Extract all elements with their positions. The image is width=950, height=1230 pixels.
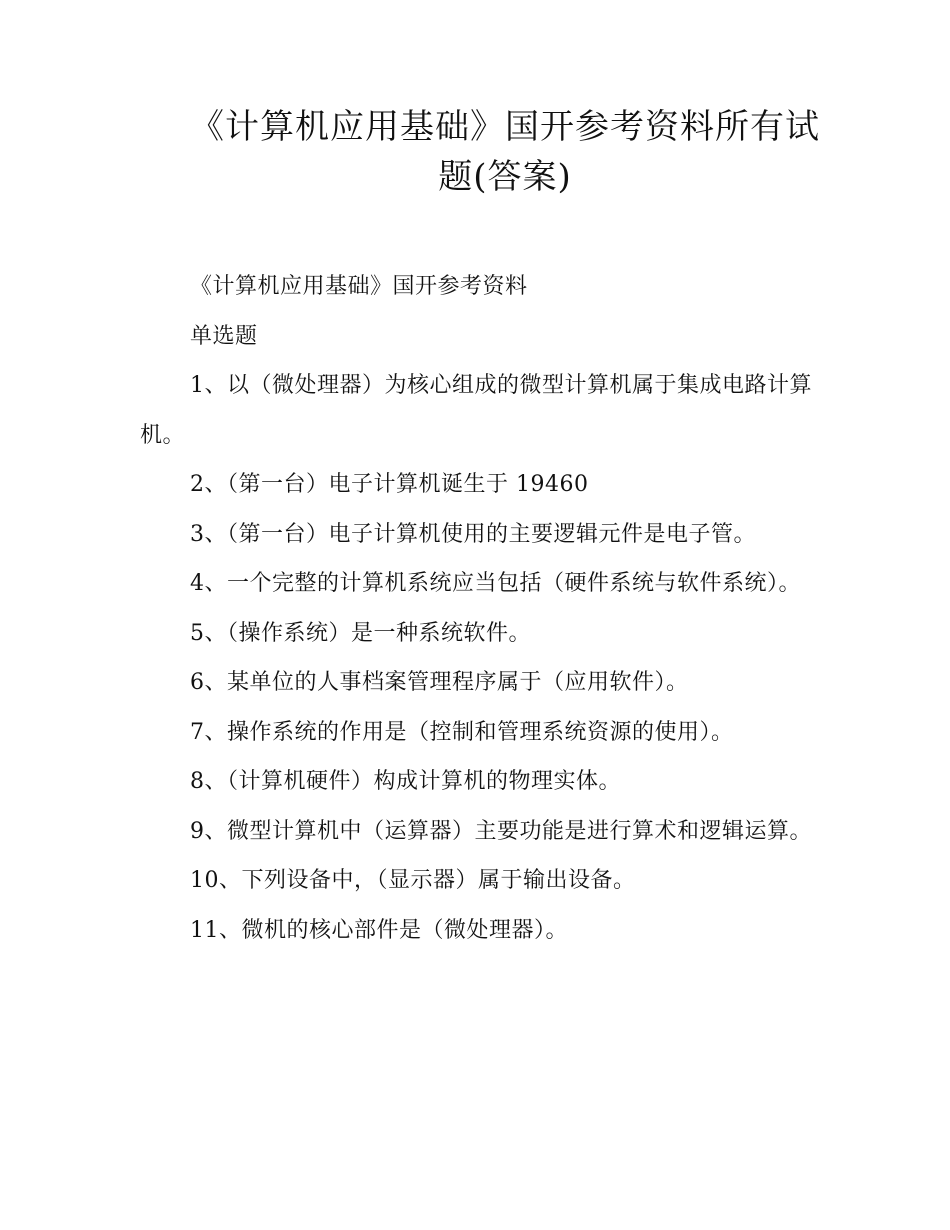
question-item: 11、微机的核心部件是（微处理器）。 (190, 917, 568, 943)
section-heading: 《计算机应用基础》国开参考资料 (190, 274, 528, 299)
question-item: 1、以（微处理器）为核心组成的微型计算机属于集成电路计算机。 (140, 373, 812, 448)
question-item: 3、（第一台）电子计算机使用的主要逻辑元件是电子管。 (190, 521, 756, 547)
document-body (140, 262, 820, 955)
document-title-line-1: 《计算机应用基础》国开参考资料所有试 (190, 107, 820, 147)
question-item: 5、（操作系统）是一种系统软件。 (190, 620, 531, 646)
question-item: 7、操作系统的作用是（控制和管理系统资源的使用）。 (190, 719, 734, 745)
question-item: 8、（计算机硬件）构成计算机的物理实体。 (190, 769, 621, 794)
question-item: 2、（第一台）电子计算机诞生于 19460 (190, 472, 589, 497)
question-type-heading: 单选题 (190, 323, 258, 349)
question-item: 10、下列设备中，（显示器）属于输出设备。 (190, 868, 636, 893)
question-item: 9、微型计算机中（运算器）主要功能是进行算术和逻辑运算。 (190, 818, 812, 844)
document-title-line-2: 题(答案) (438, 157, 572, 197)
question-item: 4、一个完整的计算机系统应当包括（硬件系统与软件系统）。 (190, 571, 801, 596)
question-item: 6、某单位的人事档案管理程序属于（应用软件）。 (190, 670, 689, 695)
